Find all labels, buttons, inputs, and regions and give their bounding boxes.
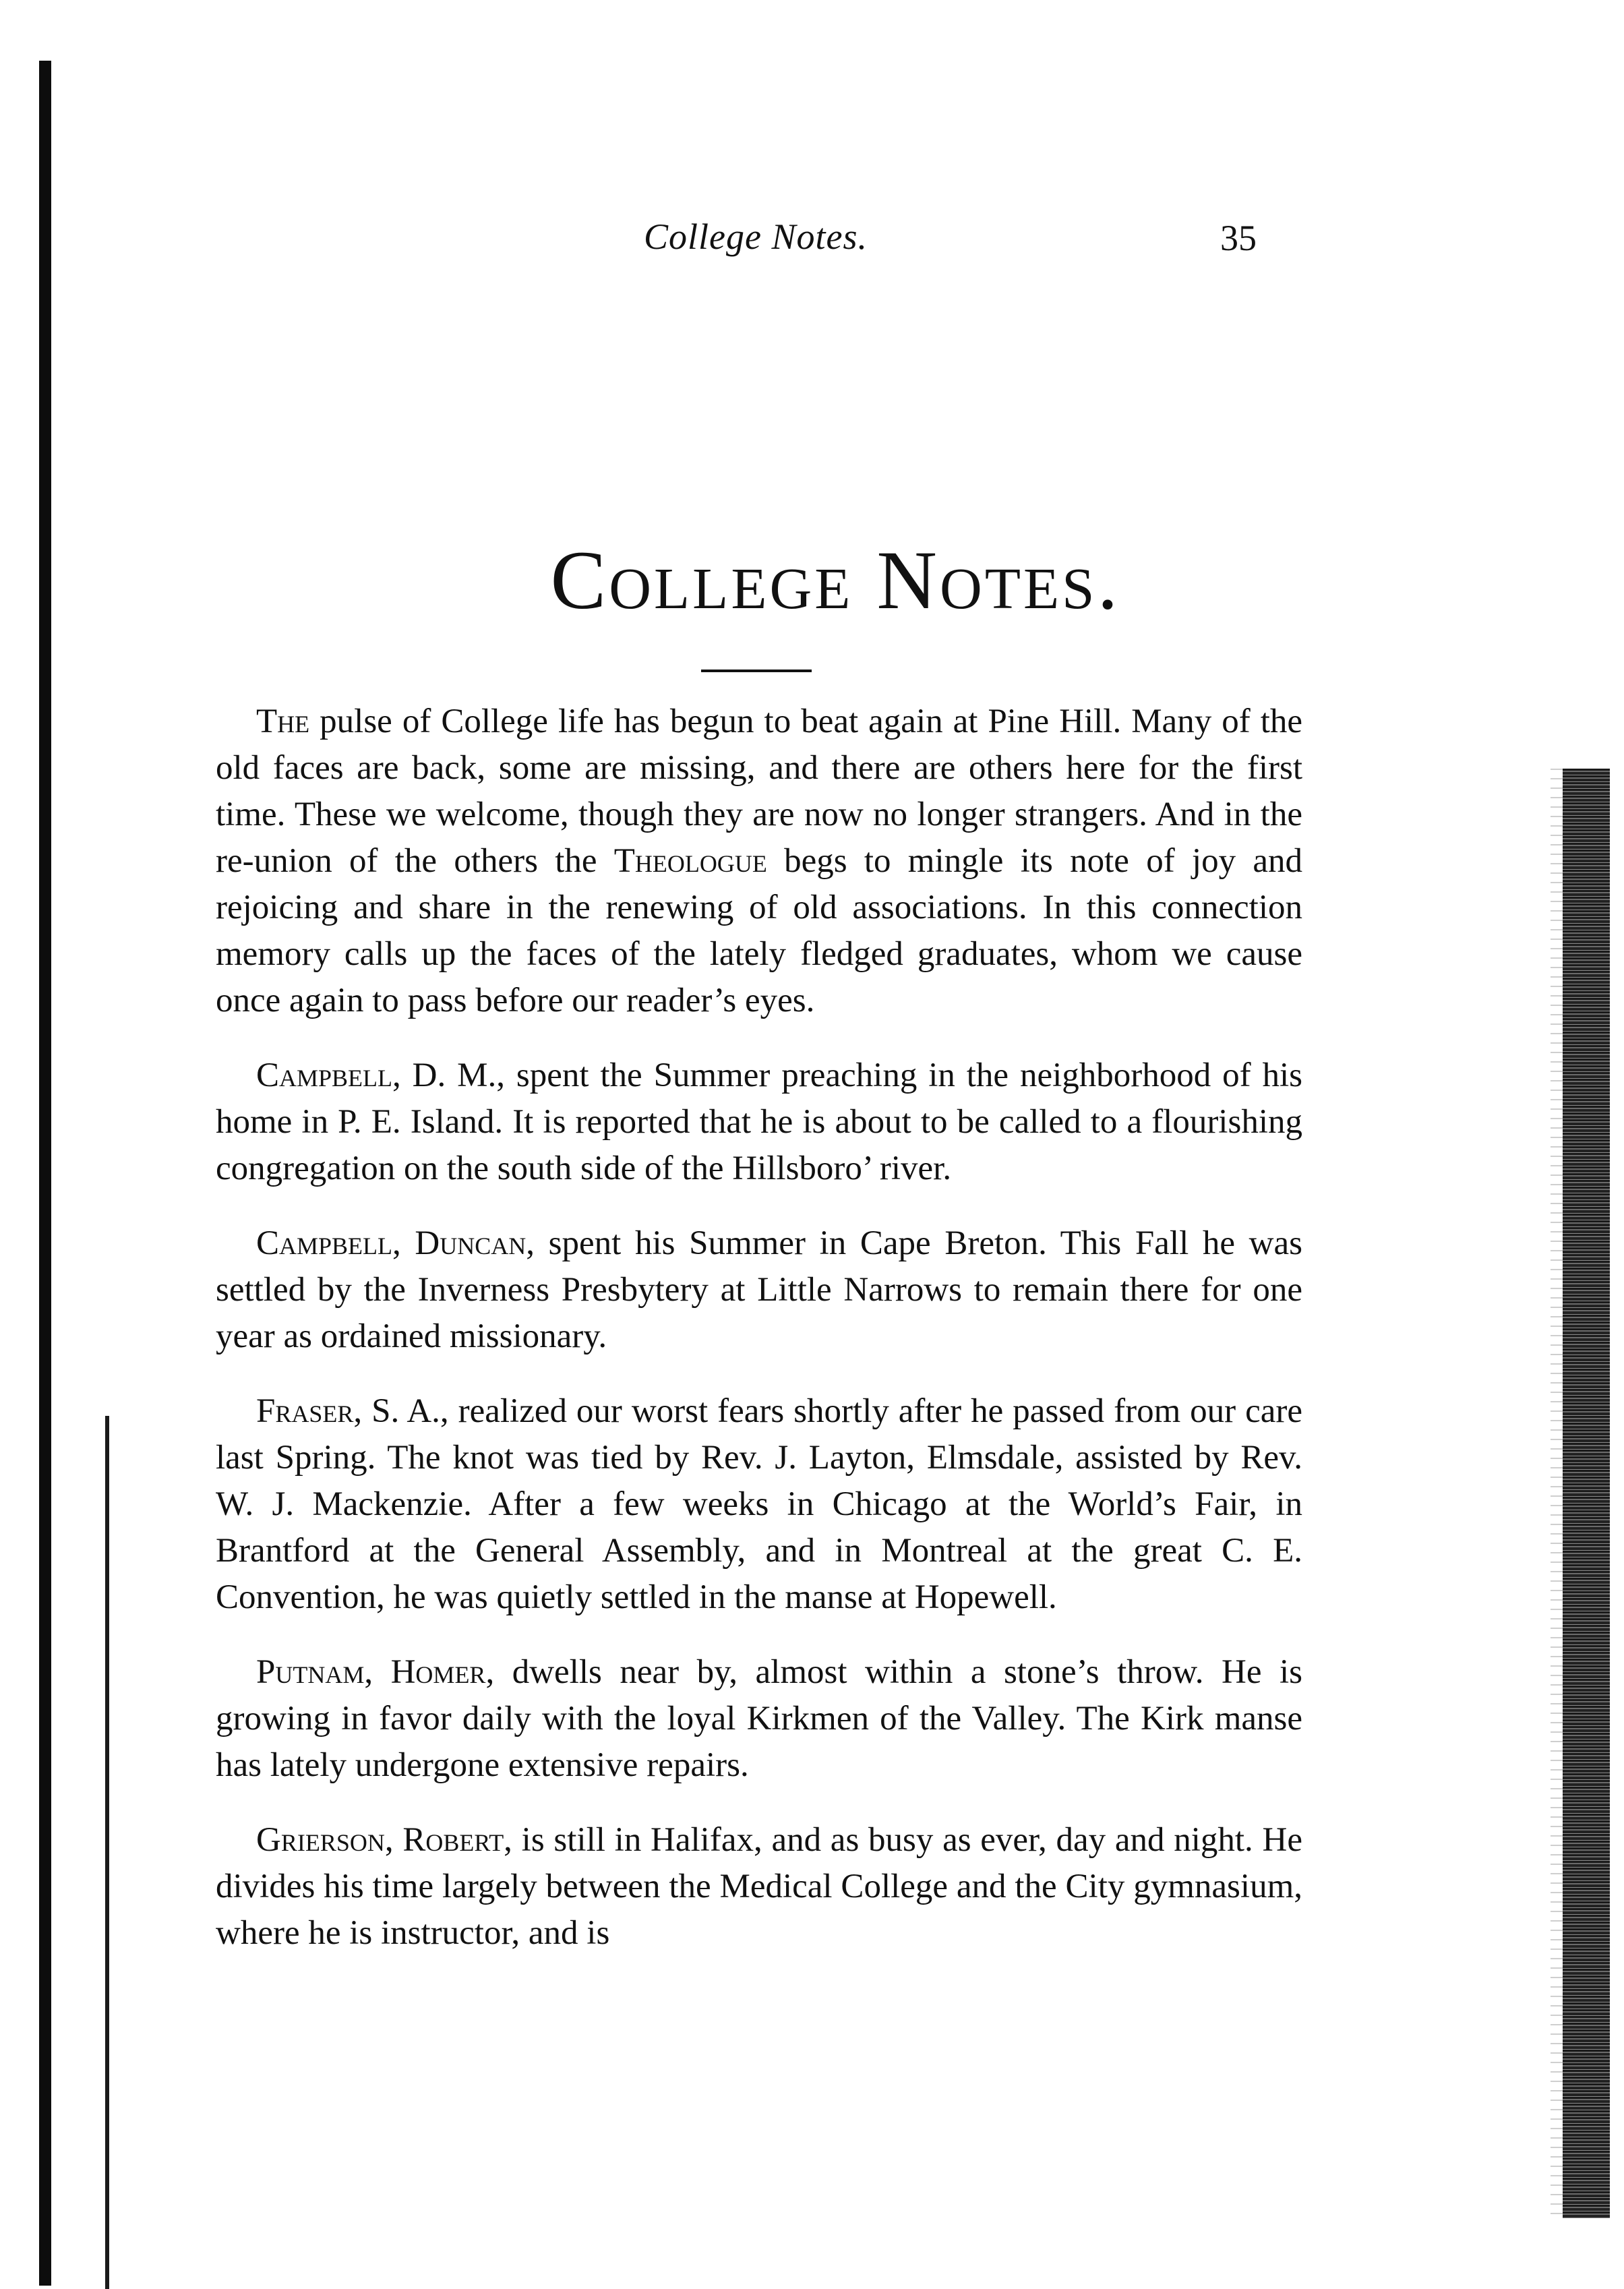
paragraph-grierson bbox=[216, 1817, 1302, 1957]
paragraph-text: dwells near by, almost within a stone’s throw. He is growing in favor daily with the loyal Kirkmen of the Valley. The Kirk manse has lately undergone extensive repairs. bbox=[216, 1653, 1303, 1784]
page-title: College Notes. bbox=[550, 534, 1121, 626]
paragraph-lead-theologue: Theologue bbox=[613, 842, 767, 880]
page-number: 35 bbox=[1220, 218, 1257, 258]
scan-edge-right bbox=[1563, 769, 1610, 2218]
paragraph-lead: Putnam, Homer, bbox=[256, 1653, 495, 1691]
paragraph-text: D. M., spent the Summer preaching in the neighborhood of his home in P. E. Island. It is reported that he is about to be called to a flourishing congregation on the south side of the Hillsboro’ river. bbox=[216, 1057, 1302, 1187]
paragraph-campbell-dm bbox=[216, 1052, 1302, 1192]
paragraph-lead: Campbell, Duncan, bbox=[256, 1224, 535, 1262]
paragraph-text-continued: begs to mingle its note of joy and rejoicing and share in the renewing of old associations. In this connection memory calls up the faces of the lately fledged graduates, whom we cause once again to pass before our reader’s eyes. bbox=[216, 842, 1302, 1019]
scan-edge-right-fade bbox=[1551, 769, 1563, 2218]
paragraph-text: S. A., realized our worst fears shortly after he passed from our care last Spring. The knot was tied by Rev. J. Layton, Elmsdale, assisted by Rev. W. J. Mackenzie. After a few weeks in Chicago at the World’s Fair, in Brantford at the General Assembly, and in Montreal at the great C. E. Convention, he was quietly settled in the manse at Hopewell. bbox=[216, 1392, 1302, 1616]
paragraph-intro bbox=[216, 698, 1302, 1024]
paragraph-text: is still in Halifax, and as busy as ever, day and night. He divides his time largely between the Medical College and the City gymnasium, where he is instructor, and is bbox=[216, 1821, 1302, 1952]
paragraph-lead: Grierson, Robert, bbox=[256, 1821, 512, 1859]
scan-edge-left-inner bbox=[105, 1416, 109, 2289]
scan-edge-left bbox=[39, 61, 51, 2286]
paragraph-fraser bbox=[216, 1388, 1302, 1621]
paragraph-lead: Campbell, bbox=[256, 1057, 401, 1094]
paragraph-text: spent his Summer in Cape Breton. This Fall he was settled by the Inverness Presbytery at Little Narrows to remain there for one year as ordained missionary. bbox=[216, 1224, 1302, 1355]
paragraph-putnam bbox=[216, 1649, 1302, 1789]
running-header-title: College Notes. bbox=[644, 216, 868, 257]
title-divider bbox=[701, 670, 812, 672]
paragraph-lead: Fraser, bbox=[256, 1392, 363, 1430]
paragraph-campbell-duncan bbox=[216, 1220, 1302, 1360]
paragraph-text: pulse of College life has begun to beat again at Pine Hill. Many of the old faces are back, some are missing, and there are others here for the first time. These we welcome, though they are now no longer strangers. And in the re-union of the others the bbox=[216, 703, 1302, 880]
paragraph-lead: The bbox=[256, 703, 310, 740]
article-body bbox=[216, 698, 1302, 1985]
